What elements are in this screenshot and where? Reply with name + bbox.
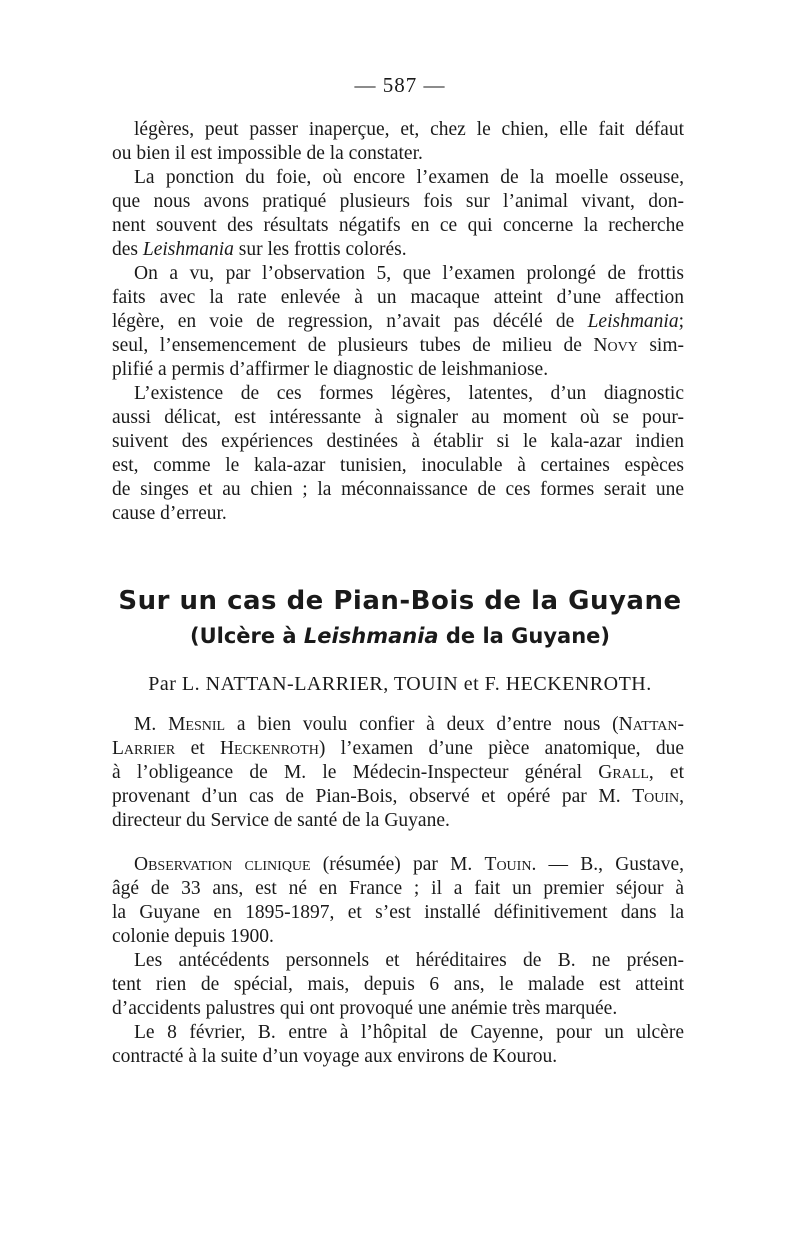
text-line: M. Mesnil a bien voulu confier à deux d’entre nous (Nattan-: [134, 714, 684, 735]
subtitle-part: (Ulcère à: [189, 624, 304, 648]
text-line: à l’obligeance de M. le Médecin-Inspecteur général Grall, et: [112, 762, 684, 783]
text-line: On a vu, par l’observation 5, que l’examen prolongé de frottis: [134, 263, 684, 284]
small-caps-name: Observation clinique: [134, 854, 311, 875]
text-line: nent souvent des résultats négatifs en ce qui concerne la recherche: [112, 215, 684, 236]
small-caps-name: Touin: [484, 854, 532, 875]
intro-paragraph: [112, 713, 684, 833]
text-line: aussi délicat, est intéressante à signaler au moment où se pour-: [112, 407, 684, 428]
text-line: seul, l’ensemencement de plusieurs tubes de milieu de Novy sim-: [112, 335, 684, 356]
subtitle-part: de la Guyane): [438, 624, 610, 648]
text-line: de singes et au chien ; la méconnaissance de ces formes serait une: [112, 479, 684, 500]
author-byline: Par L. NATTAN-LARRIER, TOUIN et F. HECKENROTH.: [148, 673, 652, 695]
text-line: cause d’erreur.: [112, 503, 227, 524]
subtitle-genus: Leishmania: [303, 624, 439, 648]
body-text-top: [112, 118, 684, 526]
italic-term: Leishmania: [587, 311, 679, 332]
text-line: Les antécédents personnels et héréditaires de B. ne présen-: [134, 950, 684, 971]
text-line: directeur du Service de santé de la Guyane.: [112, 810, 450, 831]
text-line: âgé de 33 ans, est né en France ; il a fait un premier séjour à: [112, 878, 684, 899]
text-line: Observation clinique (résumée) par M. Touin. — B., Gustave,: [134, 854, 684, 875]
text-line: ou bien il est impossible de la constater.: [112, 143, 423, 164]
small-caps-name: Touin: [632, 786, 680, 807]
article-subtitle: [0, 624, 800, 648]
text-line: la Guyane en 1895-1897, et s’est installé définitivement dans la: [112, 902, 684, 923]
small-caps-name: Novy: [593, 335, 638, 356]
article-title: Sur un cas de Pian-Bois de la Guyane: [118, 586, 682, 616]
text-line: des Leishmania sur les frottis colorés.: [112, 239, 407, 260]
text-line: Larrier et Heckenroth) l’examen d’une pièce anatomique, due: [112, 738, 684, 759]
text-line: légère, en voie de regression, n’avait pas décélé de Leishmania;: [112, 311, 684, 332]
text-line: d’accidents palustres qui ont provoqué une anémie très marquée.: [112, 998, 618, 1019]
text-line: suivent des expériences destinées à établir si le kala-azar indien: [112, 431, 684, 452]
text-line: faits avec la rate enlevée à un macaque atteint d’une affection: [112, 287, 684, 308]
text-line: que nous avons pratiqué plusieurs fois sur l’animal vivant, don-: [112, 191, 684, 212]
text-line: contracté à la suite d’un voyage aux environs de Kourou.: [112, 1046, 558, 1067]
observation-text: [112, 853, 684, 1069]
text-line: La ponction du foie, où encore l’examen de la moelle osseuse,: [134, 167, 684, 188]
text-line: provenant d’un cas de Pian-Bois, observé et opéré par M. Touin,: [112, 786, 684, 807]
small-caps-name: Grall: [598, 762, 649, 783]
small-caps-name: Heckenroth: [219, 738, 319, 759]
small-caps-name: Mesnil: [168, 714, 226, 735]
text-line: légères, peut passer inaperçue, et, chez le chien, elle fait défaut: [134, 119, 684, 140]
small-caps-name: Nattan-: [618, 714, 684, 735]
italic-term: Leishmania: [142, 239, 234, 260]
small-caps-name: Larrier: [112, 738, 176, 759]
text-line: plifié a permis d’affirmer le diagnostic de leishmaniose.: [112, 359, 549, 380]
text-line: est, comme le kala-azar tunisien, inoculable à certaines espèces: [112, 455, 684, 476]
text-line: Le 8 février, B. entre à l’hôpital de Cayenne, pour un ulcère: [134, 1022, 684, 1043]
text-line: colonie depuis 1900.: [112, 926, 274, 947]
text-line: tent rien de spécial, mais, depuis 6 ans, le malade est atteint: [112, 974, 684, 995]
page-number: — 587 —: [354, 73, 446, 97]
text-line: L’existence de ces formes légères, latentes, d’un diagnostic: [134, 383, 684, 404]
